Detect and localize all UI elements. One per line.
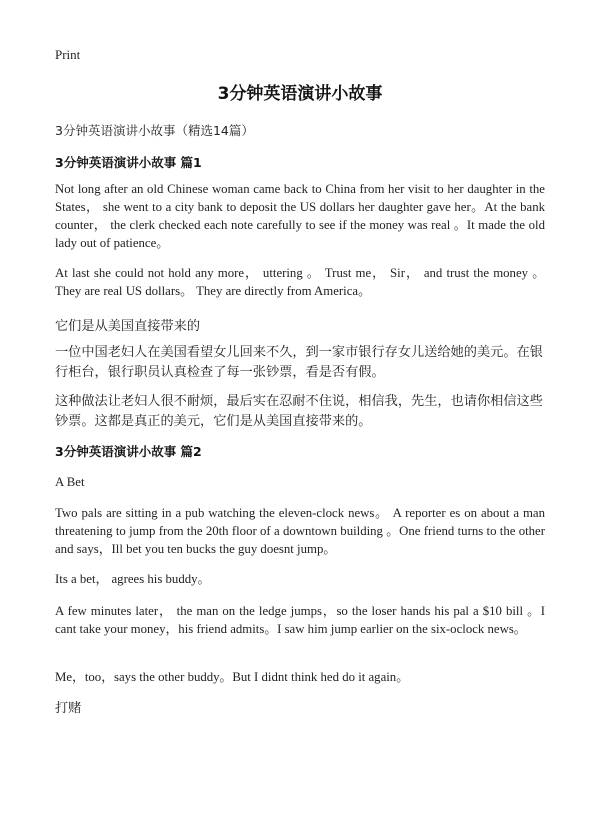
section-1-chinese-paragraph-2: 这种做法让老妇人很不耐烦，最后实在忍耐不住说，相信我，先生，也请你相信这些钞票。这都是真正的美元，它们是从美国直接带来的。	[55, 394, 543, 429]
print-link[interactable]: Print	[55, 47, 81, 62]
section-2-paragraph-2: Its a bet， agrees his buddy。	[55, 572, 211, 586]
section-1-paragraph-2: At last she could not hold any more， uttering 。 Trust me， Sir， and trust the money 。 They are real US dollars。 They are directly from America。	[55, 266, 545, 298]
page-title: 3分钟英语演讲小故事	[217, 84, 383, 104]
section-1-chinese-paragraph-1: 一位中国老妇人在美国看望女儿回来不久，到一家市银行存女儿送给她的美元。在银行柜台，银行职员认真检查了每一张钞票，看是否有假。	[55, 345, 543, 380]
section-1-paragraph-1: Not long after an old Chinese woman came back to China from her visit to her daughter in the States， she went to a city bank to deposit the US dollars her daughter gave her。At the bank counter， the clerk checked each note carefully to see if the money was real 。It made the old lady out of patience。	[55, 182, 545, 250]
section-2-story-title: A Bet	[55, 475, 85, 489]
section-2-paragraph-1: Two pals are sitting in a pub watching the eleven-clock news。 A reporter es on about a man threatening to jump from the 20th floor of a downtown building 。One friend turns to the other and says，Ill bet you ten bucks the guy doesnt jump。	[55, 506, 545, 556]
document-subtitle: 3分钟英语演讲小故事（精选14篇）	[55, 123, 254, 138]
section-1-heading: 3分钟英语演讲小故事 篇1	[55, 155, 202, 170]
section-1-chinese-title: 它们是从美国直接带来的	[55, 319, 201, 334]
section-2-chinese-title: 打赌	[55, 701, 82, 716]
section-2-paragraph-4: Me，too，says the other buddy。But I didnt think hed do it again。	[55, 670, 410, 684]
section-2-heading: 3分钟英语演讲小故事 篇2	[55, 444, 202, 459]
section-2-paragraph-3: A few minutes later， the man on the ledge jumps，so the loser hands his pal a $10 bill 。I cant take your money，his friend admits。I saw him jump earlier on the six-oclock news。	[55, 604, 545, 636]
